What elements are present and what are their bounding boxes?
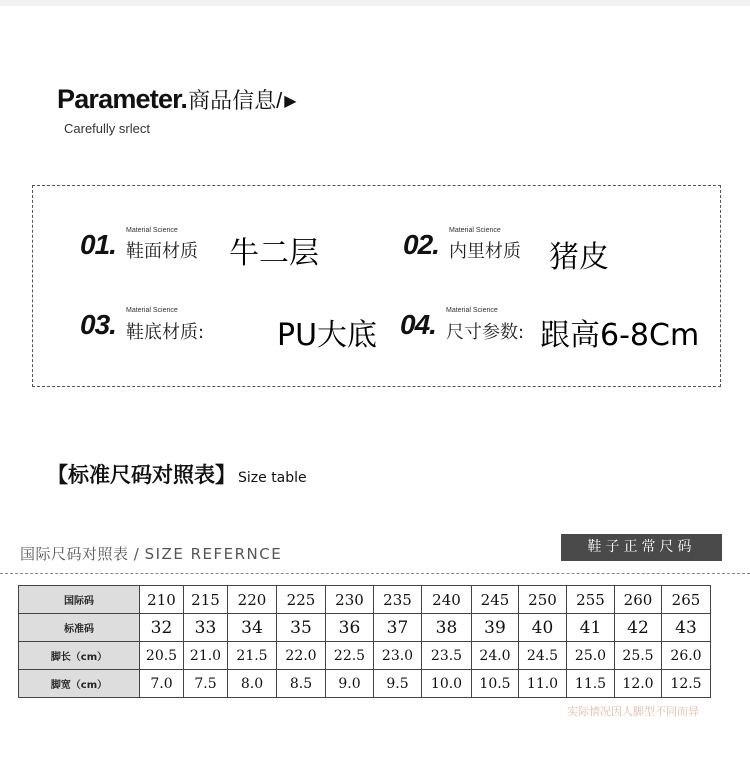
- size-cell: 23.5: [422, 642, 472, 670]
- row-header: 脚宽（cm）: [19, 670, 140, 698]
- title-cn: 商品信息/: [188, 88, 283, 113]
- size-cell: 24.5: [519, 642, 567, 670]
- size-cell: 24.0: [472, 642, 519, 670]
- row-header: 脚长（cm）: [19, 642, 140, 670]
- size-cell: 39: [472, 614, 519, 642]
- size-cell: 25.5: [615, 642, 662, 670]
- size-cell: 235: [374, 586, 422, 614]
- top-strip: [0, 0, 750, 6]
- param-small: Material Science: [126, 227, 178, 234]
- param-label: 鞋面材质: [126, 241, 198, 262]
- table-row: [19, 614, 711, 642]
- size-cell: 7.5: [184, 670, 228, 698]
- play-arrow-icon: ▶: [284, 93, 296, 110]
- size-cell: 9.0: [326, 670, 374, 698]
- param-label: 尺寸参数:: [446, 322, 525, 343]
- size-cell: 35: [277, 614, 326, 642]
- param-num: 04.: [400, 309, 436, 340]
- size-cell: 11.0: [519, 670, 567, 698]
- size-cell: 225: [277, 586, 326, 614]
- size-cell: 8.0: [228, 670, 277, 698]
- size-cell: 21.5: [228, 642, 277, 670]
- parameter-box: [32, 185, 721, 387]
- size-cell: 22.5: [326, 642, 374, 670]
- param-value: 跟高6-8Cm: [540, 318, 700, 353]
- size-cell: 250: [519, 586, 567, 614]
- size-table-heading: [47, 459, 307, 489]
- divider: [0, 573, 750, 574]
- size-cell: 10.0: [422, 670, 472, 698]
- size-cell: 23.0: [374, 642, 422, 670]
- size-cell: 220: [228, 586, 277, 614]
- param-small: Material Science: [449, 227, 501, 234]
- parameter-title: [57, 84, 296, 115]
- size-cell: 33: [184, 614, 228, 642]
- size-cell: 21.0: [184, 642, 228, 670]
- size-cell: 255: [567, 586, 615, 614]
- table-row: [19, 642, 711, 670]
- size-cell: 25.0: [567, 642, 615, 670]
- size-cell: 12.5: [662, 670, 711, 698]
- param-label: 鞋底材质:: [126, 322, 205, 343]
- size-cell: 8.5: [277, 670, 326, 698]
- size-cell: 20.5: [140, 642, 184, 670]
- size-cell: 9.5: [374, 670, 422, 698]
- param-value: 牛二层: [229, 236, 319, 271]
- size-cell: 38: [422, 614, 472, 642]
- intl-en: SIZE REFERNCE: [144, 545, 283, 563]
- param-num: 03.: [80, 309, 116, 340]
- size-cell: 265: [662, 586, 711, 614]
- param-value: PU大底: [277, 318, 378, 353]
- table-row: [19, 586, 711, 614]
- size-cell: 22.0: [277, 642, 326, 670]
- size-note: 实际情况因人脚型不同而异: [567, 705, 699, 718]
- size-cell: 215: [184, 586, 228, 614]
- size-cell: 260: [615, 586, 662, 614]
- size-heading-cn: 【标准尺码对照表】: [47, 463, 236, 487]
- size-cell: 7.0: [140, 670, 184, 698]
- param-num: 02.: [403, 229, 439, 260]
- size-cell: 245: [472, 586, 519, 614]
- size-reference-title: [20, 543, 282, 564]
- size-cell: 37: [374, 614, 422, 642]
- param-value: 猪皮: [549, 240, 609, 275]
- row-header: 标准码: [19, 614, 140, 642]
- size-cell: 210: [140, 586, 184, 614]
- param-num: 01.: [80, 229, 116, 260]
- size-cell: 34: [228, 614, 277, 642]
- title-en: Parameter: [57, 84, 181, 114]
- size-cell: 230: [326, 586, 374, 614]
- size-cell: 43: [662, 614, 711, 642]
- parameter-subtitle: Carefully srlect: [64, 121, 150, 136]
- intl-cn: 国际尺码对照表: [20, 545, 129, 563]
- size-cell: 36: [326, 614, 374, 642]
- param-small: Material Science: [446, 307, 498, 314]
- size-cell: 11.5: [567, 670, 615, 698]
- param-small: Material Science: [126, 307, 178, 314]
- size-cell: 40: [519, 614, 567, 642]
- size-cell: 32: [140, 614, 184, 642]
- size-cell: 12.0: [615, 670, 662, 698]
- size-cell: 240: [422, 586, 472, 614]
- size-cell: 42: [615, 614, 662, 642]
- size-table: [18, 585, 711, 698]
- param-label: 内里材质: [449, 241, 521, 262]
- size-cell: 41: [567, 614, 615, 642]
- size-cell: 26.0: [662, 642, 711, 670]
- size-cell: 10.5: [472, 670, 519, 698]
- normal-size-badge: 鞋子正常尺码: [561, 534, 722, 561]
- table-row: [19, 670, 711, 698]
- title-dot: .: [180, 84, 188, 114]
- row-header: 国际码: [19, 586, 140, 614]
- size-heading-en: Size table: [238, 470, 307, 486]
- intl-sep: /: [128, 545, 145, 563]
